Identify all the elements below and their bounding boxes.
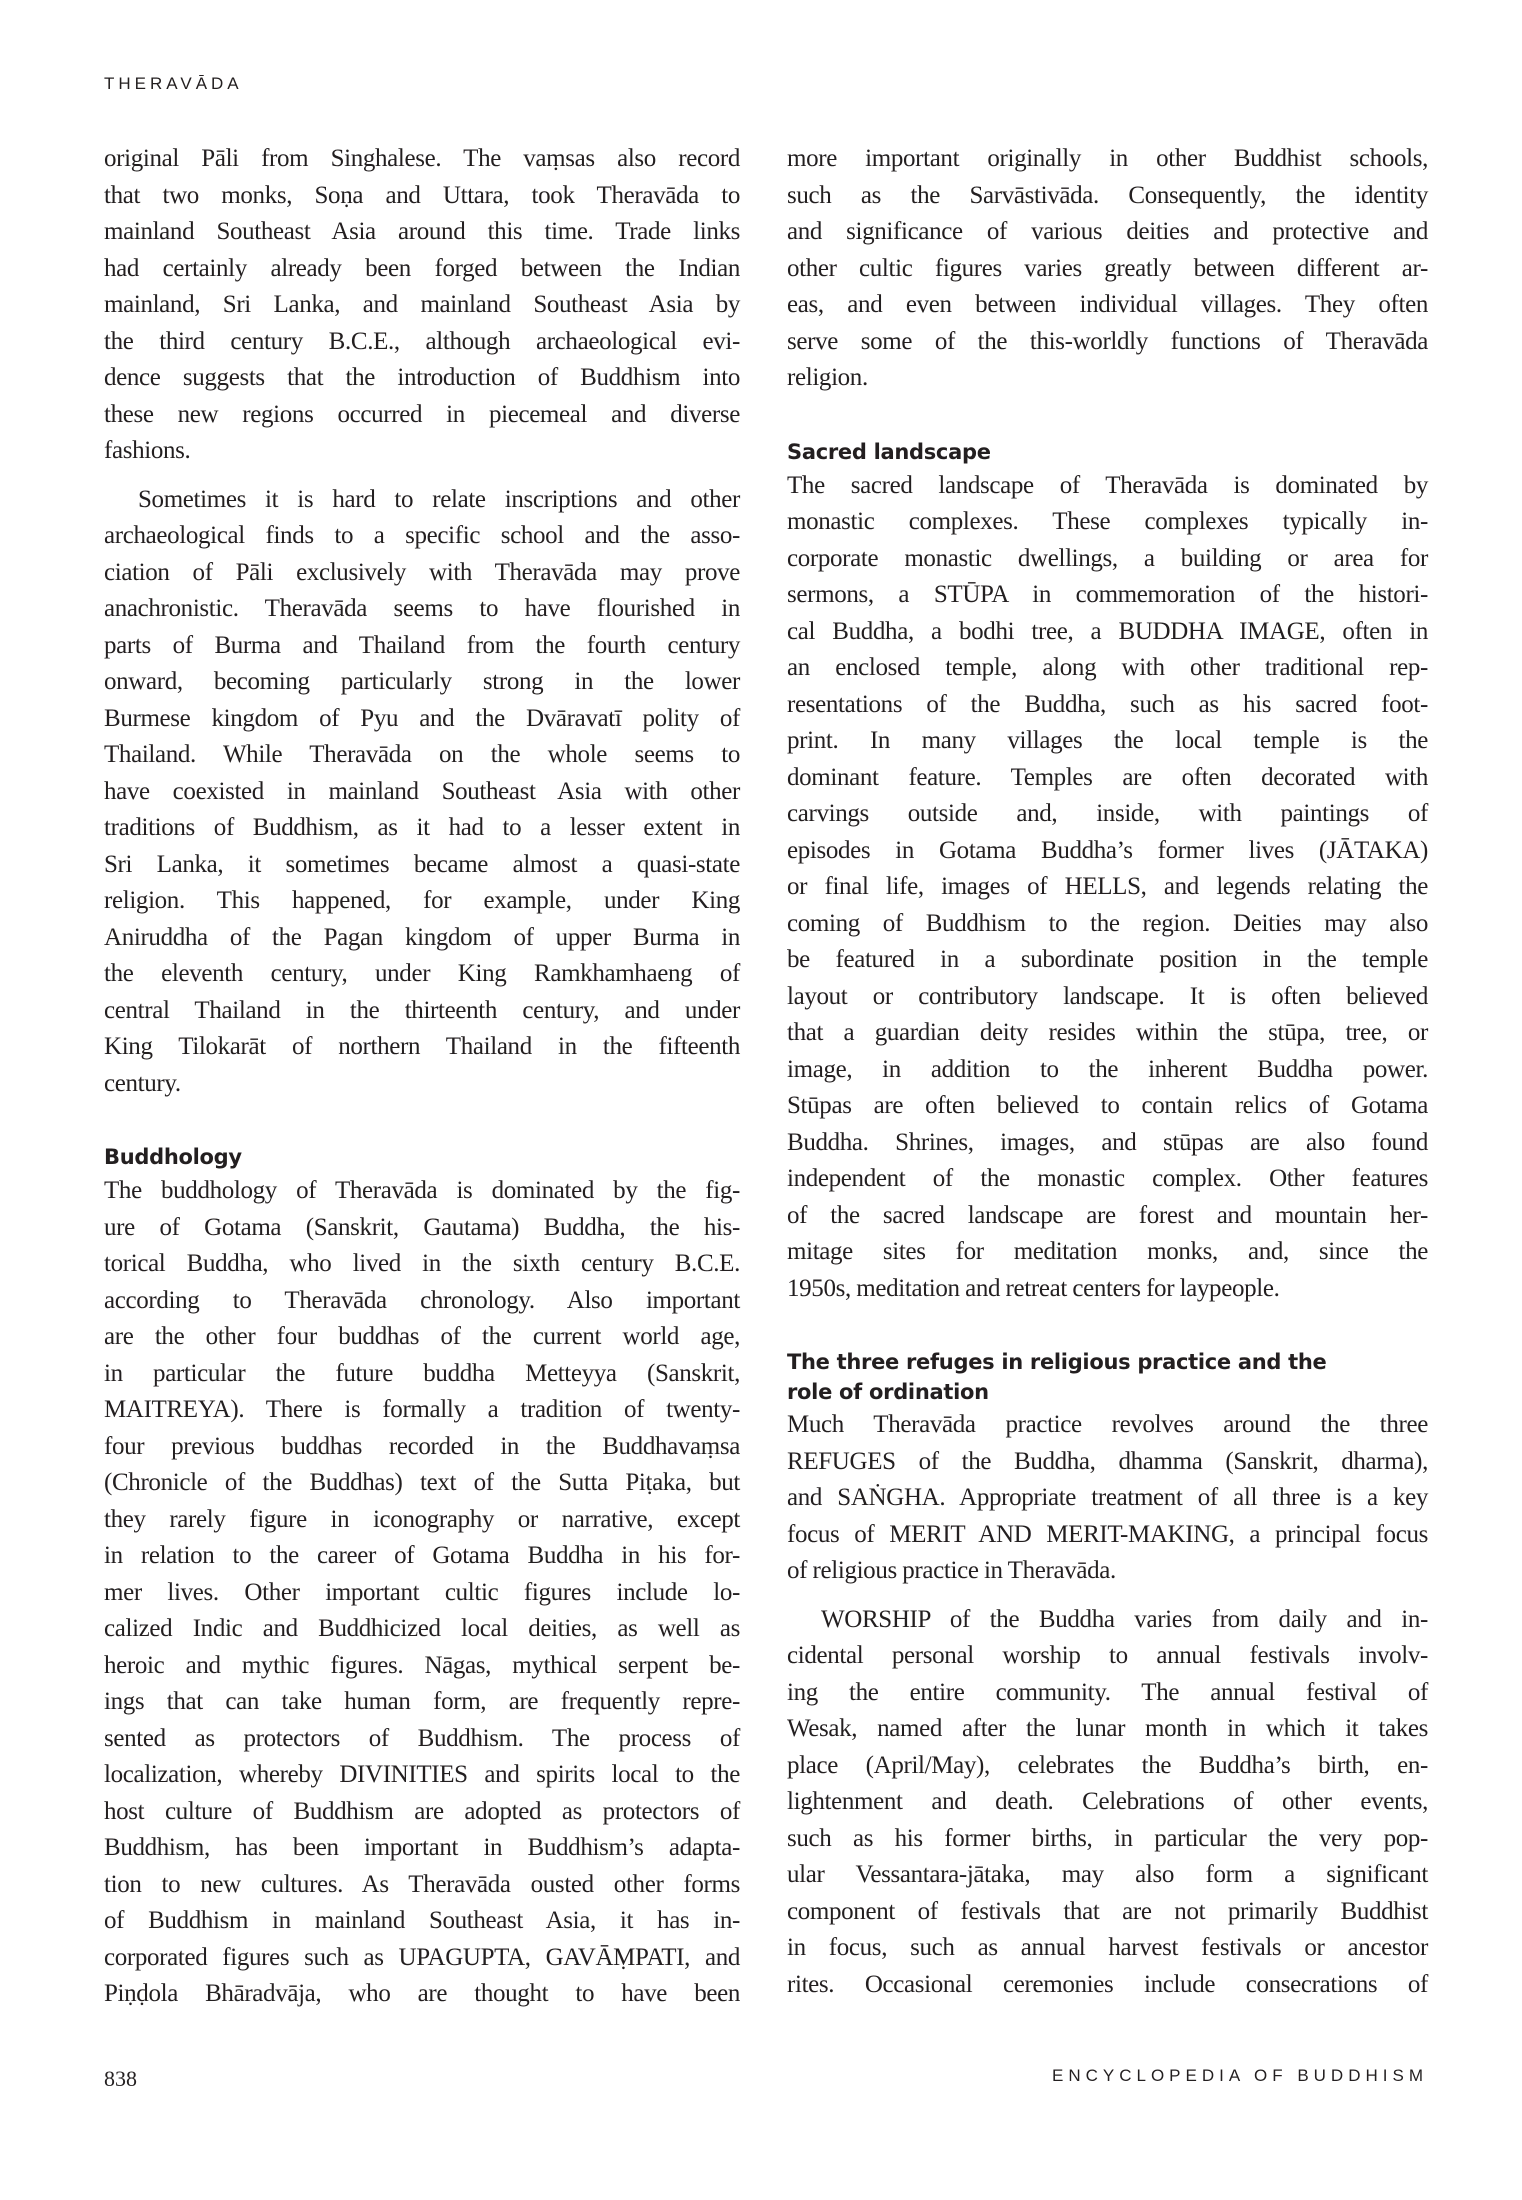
text-line: layout or contributory landscape. It is often believed — [787, 982, 1428, 1010]
section-heading-three-refuges-cont: role of ordination — [787, 1380, 989, 1404]
text-line: serve some of the this-worldly functions of Theravāda — [787, 327, 1428, 355]
text-line: Sometimes it is hard to relate inscriptions and other — [138, 485, 740, 513]
text-line: dence suggests that the introduction of Buddhism into — [104, 364, 740, 391]
text-line: localization, whereby DIVINITIES and spirits local to the — [104, 1761, 740, 1788]
text-line: image, in addition to the inherent Buddha power. — [787, 1055, 1428, 1083]
text-line: cal Buddha, a bodhi tree, a BUDDHA IMAGE, often in — [787, 617, 1428, 645]
text-line: carvings outside and, inside, with paintings of — [787, 800, 1428, 827]
text-line: had certainly already been forged between the Indian — [104, 254, 740, 282]
text-line: or final life, images of HELLS, and legends relating the — [787, 873, 1428, 900]
text-line: rites. Occasional ceremonies include consecrations of — [787, 1970, 1428, 1998]
text-line: 1950s, meditation and retreat centers for laypeople. — [787, 1274, 1280, 1302]
text-line: Aniruddha of the Pagan kingdom of upper Burma in — [104, 923, 740, 951]
right-column — [787, 141, 1428, 2003]
text-line: Much Theravāda practice revolves around the three — [787, 1411, 1428, 1438]
text-line: these new regions occurred in piecemeal and diverse — [104, 400, 740, 428]
text-line: tion to new cultures. As Theravāda ousted other forms — [104, 1870, 740, 1898]
text-line: torical Buddha, who lived in the sixth century B.C.E. — [104, 1250, 740, 1277]
text-line: sermons, a STŪPA in commemoration of the histori- — [787, 581, 1428, 608]
text-line: WORSHIP of the Buddha varies from daily and in- — [821, 1605, 1428, 1633]
text-line: century. — [104, 1069, 181, 1097]
text-line: in relation to the career of Gotama Buddha in his for- — [104, 1542, 740, 1569]
text-line: calized Indic and Buddhicized local deities, as well as — [104, 1615, 740, 1642]
text-line: according to Theravāda chronology. Also important — [104, 1286, 740, 1314]
text-line: independent of the monastic complex. Other features — [787, 1165, 1428, 1192]
paragraph — [104, 1173, 740, 2013]
text-line: central Thailand in the thirteenth century, and under — [104, 996, 740, 1024]
text-line: Buddhism, has been important in Buddhism’s adapta- — [104, 1834, 740, 1861]
text-line: an enclosed temple, along with other traditional rep- — [787, 654, 1428, 681]
running-head: THERAVĀDA — [104, 74, 243, 93]
text-line: they rarely figure in iconography or narrative, except — [104, 1505, 740, 1533]
text-line: mainland Southeast Asia around this time. Trade links — [104, 218, 740, 245]
text-line: and significance of various deities and protective and — [787, 218, 1428, 245]
text-line: Thailand. While Theravāda on the whole seems to — [104, 741, 740, 768]
text-line: mainland, Sri Lanka, and mainland Southeast Asia by — [104, 291, 740, 318]
text-line: heroic and mythic figures. Nāgas, mythical serpent be- — [104, 1651, 740, 1679]
text-line: onward, becoming particularly strong in the lower — [104, 668, 740, 695]
text-line: dominant feature. Temples are often decorated with — [787, 763, 1428, 791]
text-line: place (April/May), celebrates the Buddha’s birth, en- — [787, 1751, 1428, 1779]
text-line: cidental personal worship to annual festivals involv- — [787, 1642, 1428, 1669]
text-line: archaeological finds to a specific school and the asso- — [104, 522, 740, 549]
text-line: anachronistic. Theravāda seems to have flourished in — [104, 595, 740, 622]
text-line: religion. — [787, 364, 868, 391]
text-line: monastic complexes. These complexes typically in- — [787, 508, 1428, 535]
book-title: ENCYCLOPEDIA OF BUDDHISM — [1052, 2066, 1428, 2085]
text-line: corporate monastic dwellings, a building or area for — [787, 544, 1428, 572]
text-line: such as the Sarvāstivāda. Consequently, the identity — [787, 181, 1428, 209]
section-heading-buddhology: Buddhology — [104, 1145, 242, 1169]
text-line: the third century B.C.E., although archaeological evi- — [104, 327, 740, 355]
text-line: fashions. — [104, 437, 191, 464]
text-line: mitage sites for meditation monks, and, since the — [787, 1238, 1428, 1265]
text-line: in particular the future buddha Metteyya (Sanskrit, — [104, 1359, 740, 1387]
text-line: ciation of Pāli exclusively with Theravāda may prove — [104, 558, 740, 586]
text-line: and SAṄGHA. Appropriate treatment of all three is a key — [787, 1484, 1428, 1511]
text-line: that two monks, Soṇa and Uttara, took Theravāda to — [104, 181, 740, 209]
text-line: Piṇḍola Bhāradvāja, who are thought to have been — [104, 1980, 740, 2007]
text-line: REFUGES of the Buddha, dhamma (Sanskrit, dharma), — [787, 1447, 1428, 1475]
text-line: four previous buddhas recorded in the Buddhavaṃsa — [104, 1432, 740, 1460]
paragraph — [104, 141, 740, 470]
paragraph — [787, 468, 1428, 1308]
text-line: MAITREYA). There is formally a tradition of twenty- — [104, 1396, 740, 1423]
text-line: component of festivals that are not primarily Buddhist — [787, 1897, 1428, 1925]
text-line: the eleventh century, under King Ramkhamhaeng of — [104, 960, 740, 987]
paragraph — [787, 1407, 1428, 1590]
text-line: eas, and even between individual villages. They often — [787, 291, 1428, 318]
text-line: Wesak, named after the lunar month in which it takes — [787, 1715, 1428, 1742]
text-line: resentations of the Buddha, such as his sacred foot- — [787, 690, 1428, 718]
paragraph — [787, 1602, 1428, 2004]
text-line: (Chronicle of the Buddhas) text of the Sutta Piṭaka, but — [104, 1469, 740, 1496]
text-line: more important originally in other Buddhist schools, — [787, 145, 1428, 172]
text-line: parts of Burma and Thailand from the fourth century — [104, 631, 740, 659]
text-line: The sacred landscape of Theravāda is dominated by — [787, 471, 1428, 499]
section-heading-sacred-landscape: Sacred landscape — [787, 439, 991, 464]
text-line: that a guardian deity resides within the stūpa, tree, or — [787, 1019, 1428, 1046]
text-line: are the other four buddhas of the current world age, — [104, 1323, 740, 1350]
text-line: sented as protectors of Buddhism. The process of — [104, 1724, 740, 1752]
left-column — [104, 141, 740, 2013]
text-line: corporated figures such as UPAGUPTA, GAVĀṂPATI, and — [104, 1943, 740, 1971]
text-line: in focus, such as annual harvest festivals or ancestor — [787, 1934, 1428, 1961]
text-line: have coexisted in mainland Southeast Asia with other — [104, 777, 740, 805]
text-line: coming of Buddhism to the region. Deities may also — [787, 909, 1428, 937]
text-line: of the sacred landscape are forest and mountain her- — [787, 1201, 1428, 1229]
section-heading-three-refuges: The three refuges in religious practice and the — [787, 1350, 1327, 1374]
page-number: 838 — [104, 2066, 137, 2091]
text-line: Sri Lanka, it sometimes became almost a quasi-state — [104, 850, 740, 878]
text-line: King Tilokarāt of northern Thailand in the fifteenth — [104, 1033, 740, 1060]
text-line: such as his former births, in particular the very pop- — [787, 1824, 1428, 1852]
text-line: traditions of Buddhism, as it had to a lesser extent in — [104, 814, 740, 841]
paragraph — [787, 141, 1428, 397]
text-line: The buddhology of Theravāda is dominated by the fig- — [104, 1177, 740, 1204]
text-line: Burmese kingdom of Pyu and the Dvāravatī polity of — [104, 704, 740, 732]
text-line: of Buddhism in mainland Southeast Asia, it has in- — [104, 1907, 740, 1934]
text-line: of religious practice in Theravāda. — [787, 1557, 1116, 1584]
text-line: lightenment and death. Celebrations of other events, — [787, 1788, 1428, 1815]
text-line: ing the entire community. The annual festival of — [787, 1678, 1428, 1706]
text-line: ure of Gotama (Sanskrit, Gautama) Buddha, the his- — [104, 1213, 740, 1241]
text-line: Stūpas are often believed to contain relics of Gotama — [787, 1092, 1428, 1119]
text-line: ular Vessantara-jātaka, may also form a significant — [787, 1861, 1428, 1888]
text-line: print. In many villages the local temple is the — [787, 727, 1428, 754]
text-line: ings that can take human form, are frequently repre- — [104, 1688, 740, 1715]
text-line: be featured in a subordinate position in the temple — [787, 946, 1428, 973]
text-line: episodes in Gotama Buddha’s former lives (JĀTAKA) — [787, 836, 1428, 864]
text-line: religion. This happened, for example, under King — [104, 887, 740, 914]
text-line: Buddha. Shrines, images, and stūpas are also found — [787, 1128, 1428, 1156]
text-line: original Pāli from Singhalese. The vaṃsas also record — [104, 145, 740, 172]
text-line: mer lives. Other important cultic figures include lo- — [104, 1578, 740, 1606]
text-line: host culture of Buddhism are adopted as protectors of — [104, 1797, 740, 1825]
text-line: other cultic figures varies greatly between different ar- — [787, 254, 1428, 282]
text-line: focus of MERIT AND MERIT-MAKING, a principal focus — [787, 1520, 1428, 1548]
paragraph — [104, 482, 740, 1103]
